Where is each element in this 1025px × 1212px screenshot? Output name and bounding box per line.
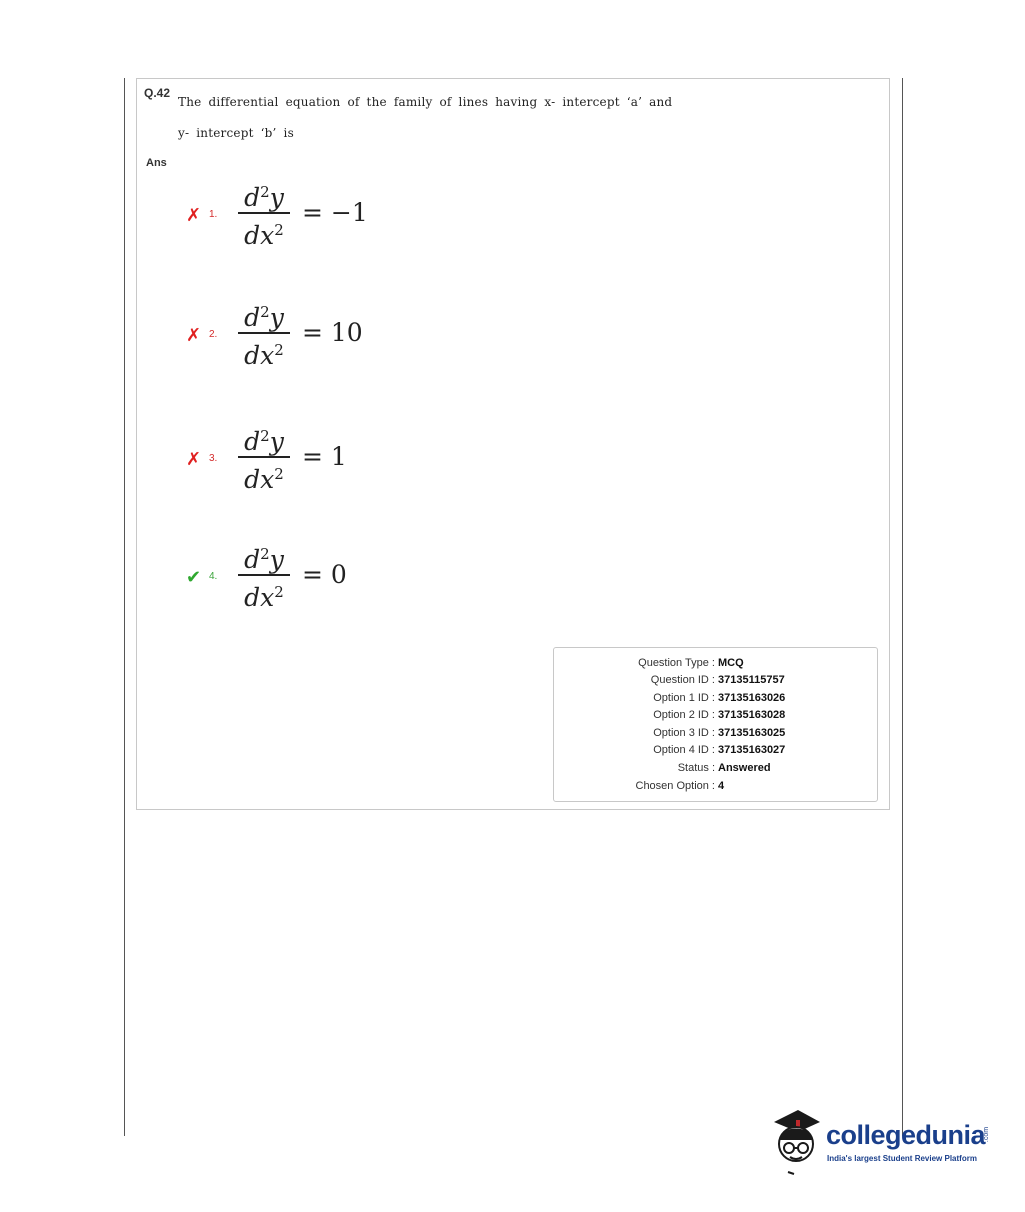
info-option-2-id: Option 2 ID : 37135163028 <box>653 709 786 721</box>
option-3[interactable] <box>186 420 486 504</box>
question-text-line-1: The differential equation of the family of lines having x- intercept ‘a’ and <box>178 95 673 109</box>
option-rhs: = 0 <box>302 560 347 589</box>
brand-suffix: .com <box>983 1126 991 1143</box>
option-rhs: = 1 <box>302 442 347 471</box>
option-rhs: = −1 <box>302 198 368 227</box>
cross-icon: ✗ <box>186 325 202 345</box>
brand-tagline: India's largest Student Review Platform <box>827 1154 977 1163</box>
option-rhs: = 10 <box>302 318 363 347</box>
info-question-type: Question Type : MCQ <box>638 657 744 669</box>
question-text-line-2: y- intercept ‘b’ is <box>178 126 294 140</box>
brand-name: collegedunia <box>826 1120 986 1150</box>
cross-icon: ✗ <box>186 449 202 469</box>
option-number: 3. <box>209 453 218 464</box>
info-option-1-id: Option 1 ID : 37135163026 <box>653 692 786 704</box>
option-fraction: $d^2y$ $dx^2$ <box>236 420 292 496</box>
info-status: Status : Answered <box>677 762 771 774</box>
option-1[interactable] <box>186 176 486 260</box>
info-question-id: Question ID : 37135115757 <box>650 674 785 686</box>
info-option-3-id: Option 3 ID : 37135163025 <box>653 727 786 739</box>
page-left-rule <box>124 78 125 1136</box>
option-2[interactable] <box>186 296 486 380</box>
cross-icon: ✗ <box>186 205 202 225</box>
option-number: 4. <box>209 571 218 582</box>
option-4[interactable] <box>186 538 486 622</box>
info-chosen-option: Chosen Option : 4 <box>635 780 725 792</box>
check-icon: ✔ <box>186 567 202 587</box>
info-option-4-id: Option 4 ID : 37135163027 <box>653 744 786 756</box>
option-number: 2. <box>209 329 218 340</box>
option-fraction: $d^2y$ $dx^2$ <box>236 538 292 614</box>
option-fraction: $d^2y$ $dx^2$ <box>236 296 292 372</box>
answer-label: Ans <box>146 157 167 169</box>
option-number: 1. <box>209 209 218 220</box>
option-fraction: $d^2y$ $dx^2$ <box>236 176 292 252</box>
page-right-rule <box>902 78 903 1136</box>
question-number: Q.42 <box>144 86 171 100</box>
